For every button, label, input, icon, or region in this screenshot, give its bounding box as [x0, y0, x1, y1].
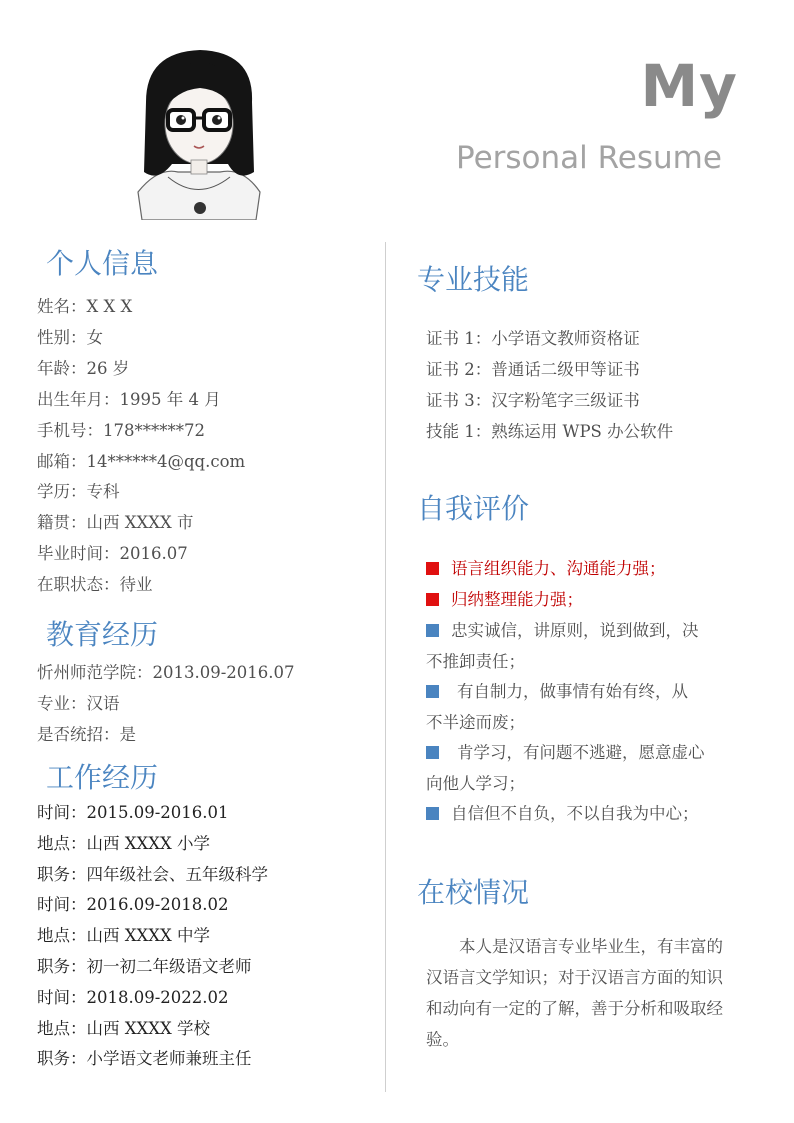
info-label: 忻州师范学院： [37, 663, 153, 682]
info-line [37, 509, 193, 533]
info-line [37, 690, 120, 714]
info-value: 山西 XXXX 小学 [86, 833, 210, 853]
info-value: 山西 XXXX 中学 [86, 926, 210, 946]
info-label: 邮箱： [37, 451, 87, 471]
info-line [37, 324, 103, 348]
info-line [37, 1015, 210, 1039]
info-label: 籍贯： [37, 513, 87, 533]
info-line [37, 659, 295, 683]
info-label: 专业： [37, 694, 87, 713]
resume-title: My [640, 52, 738, 120]
school-paragraph: 本人是汉语言专业毕业生，有丰富的汉语言文学知识；对于汉语言方面的知识和动向有一定的了解，善于分析和吸取经验。 [426, 937, 723, 1049]
info-line [37, 922, 210, 946]
info-label: 地点： [37, 833, 87, 853]
info-label: 性别： [37, 327, 87, 347]
heading-school-status: 在校情况 [417, 876, 530, 909]
info-line [37, 984, 229, 1008]
blue-square-bullet-icon [426, 807, 439, 820]
info-line [37, 478, 120, 502]
info-label: 时间： [37, 895, 87, 915]
info-value: 2013.09-2016.07 [152, 663, 295, 682]
info-label: 学历： [37, 482, 87, 502]
info-value: 初一初二年级语文老师 [86, 957, 252, 976]
info-label: 时间： [37, 803, 87, 822]
red-square-bullet-icon [426, 562, 439, 575]
info-label: 时间： [37, 987, 87, 1007]
info-value: 26 岁 [86, 358, 130, 378]
info-value: 山西 XXXX 市 [86, 513, 194, 533]
info-label: 职务： [37, 957, 87, 976]
info-line [37, 355, 129, 379]
info-value: 女 [86, 327, 103, 347]
blue-square-bullet-icon [426, 624, 439, 637]
info-value: 小学语文老师兼班主任 [86, 1049, 252, 1069]
info-value: 专科 [86, 482, 120, 502]
info-line [37, 448, 245, 472]
info-label: 职务： [37, 864, 87, 884]
info-value: 山西 XXXX 学校 [86, 1018, 210, 1038]
info-line [37, 293, 132, 317]
info-value: X X X [86, 297, 133, 316]
heading-self-evaluation: 自我评价 [417, 492, 530, 525]
info-line [37, 571, 153, 595]
info-label: 地点： [37, 926, 87, 946]
avatar [128, 42, 270, 220]
eval-item: 有自制力，做事情有始有终，从 [426, 678, 688, 702]
skill-item: 技能 1：熟练运用 WPS 办公软件 [426, 422, 674, 441]
info-value: 1995 年 4 月 [119, 389, 221, 409]
info-line [37, 540, 188, 564]
highlight-item: 语言组织能力、沟通能力强； [426, 555, 666, 579]
info-label: 年龄： [37, 358, 87, 378]
info-line [37, 417, 205, 441]
info-value: 待业 [119, 575, 153, 595]
eval-item-cont: 不推卸责任； [426, 652, 525, 671]
info-line [37, 861, 268, 885]
eval-item-cont: 向他人学习； [426, 774, 525, 793]
info-line [37, 891, 229, 915]
info-value: 是 [119, 725, 136, 744]
info-label: 毕业时间： [37, 544, 120, 564]
info-value: 2018.09-2022.02 [86, 987, 229, 1007]
heading-skills: 专业技能 [417, 263, 530, 296]
info-line [37, 830, 210, 854]
heading-work-experience: 工作经历 [46, 761, 159, 794]
column-divider [385, 242, 386, 1092]
resume-subtitle: Personal Resume [456, 140, 722, 176]
info-label: 出生年月： [37, 389, 120, 409]
info-label: 姓名： [37, 297, 87, 316]
highlight-item: 归纳整理能力强； [426, 586, 583, 610]
info-label: 是否统招： [37, 725, 120, 744]
skill-item: 证书 1：小学语文教师资格证 [426, 329, 640, 348]
info-line [37, 799, 229, 823]
info-value: 2016.07 [119, 544, 188, 564]
skill-item: 证书 3：汉字粉笔字三级证书 [426, 391, 640, 410]
info-label: 手机号： [37, 420, 103, 440]
heading-education: 教育经历 [46, 618, 159, 651]
heading-personal-info: 个人信息 [46, 247, 159, 280]
info-value: 2016.09-2018.02 [86, 895, 229, 915]
blue-square-bullet-icon [426, 746, 439, 759]
eval-item: 忠实诚信，讲原则，说到做到，决 [426, 617, 699, 641]
info-label: 地点： [37, 1018, 87, 1038]
info-value: 四年级社会、五年级科学 [86, 864, 268, 884]
info-line [37, 721, 136, 745]
red-square-bullet-icon [426, 593, 439, 606]
blue-square-bullet-icon [426, 685, 439, 698]
info-line [37, 1045, 252, 1069]
skill-item: 证书 2：普通话二级甲等证书 [426, 360, 640, 379]
info-line [37, 386, 221, 410]
info-label: 职务： [37, 1049, 87, 1069]
eval-item: 自信但不自负，不以自我为中心； [426, 800, 699, 824]
info-label: 在职状态： [37, 575, 120, 595]
info-line [37, 953, 252, 977]
eval-item: 肯学习，有问题不逃避，愿意虚心 [426, 739, 705, 763]
eval-item-cont: 不半途而废； [426, 713, 525, 732]
info-value: 2015.09-2016.01 [86, 803, 229, 822]
info-value: 汉语 [86, 694, 120, 713]
info-value: 14******4@qq.com [86, 451, 246, 471]
info-value: 178******72 [103, 420, 205, 440]
